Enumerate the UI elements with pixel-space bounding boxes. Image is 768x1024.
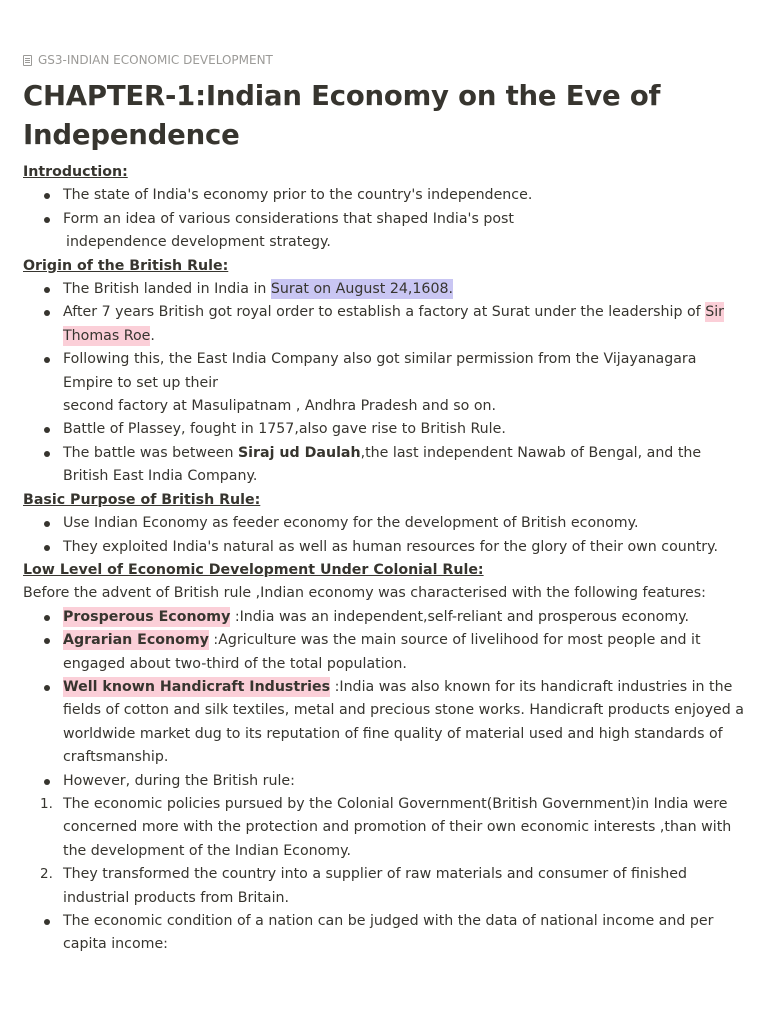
list-item — [23, 606, 744, 629]
closing-list — [23, 910, 744, 957]
list-item-text: Following this, the East India Company also got similar permission from the Vijayanagara Empire to set up their — [63, 351, 697, 391]
list-item-text: The state of India's economy prior to the country's independence. — [63, 187, 533, 204]
list-item — [23, 512, 744, 535]
list-item-continuation: independence development strategy. — [66, 234, 331, 251]
highlight-prosperous-economy: Prosperous Economy — [63, 608, 231, 625]
list-item-text: :India was also known for its handicraft industries in the fields of cotton and silk textiles, metal and precious stone works. Handicraft products enjoyed a worldwide market dug to its reputation of fine quality of material used and high standards of craftsmanship. — [63, 678, 744, 766]
list-item — [23, 418, 744, 441]
numbered-item — [23, 793, 744, 863]
item-number: 1. — [40, 795, 53, 812]
breadcrumb[interactable] — [23, 52, 744, 68]
list-item — [23, 676, 744, 770]
list-item-text: After 7 years British got royal order to establish a factory at Surat under the leadership of — [63, 304, 706, 321]
highlight-thomas-roe: Sir Thomas Roe — [63, 304, 724, 344]
features-list — [23, 606, 744, 793]
page-title: CHAPTER-1:Indian Economy on the Eve of Independence — [23, 80, 661, 151]
british-rule-numbered-list — [23, 793, 744, 910]
low-level-intro: Before the advent of British rule ,Indian economy was characterised with the following features: — [23, 585, 706, 602]
list-item — [23, 629, 744, 676]
bold-siraj-ud-daulah: Siraj ud Daulah — [237, 444, 361, 461]
section-heading-purpose: Basic Purpose of British Rule: — [23, 491, 261, 508]
list-item-text: The British landed in India in — [63, 281, 271, 298]
list-item-continuation: second factory at Masulipatnam , Andhra Pradesh and so on. — [63, 398, 497, 415]
intro-list — [23, 184, 744, 254]
list-item-text: The economic policies pursued by the Colonial Government(British Government)in India were concerned more with the protection and promotion of their own economic interests ,than with the development of the Indian Economy. — [63, 795, 732, 859]
list-item-text: ,the last independent Nawab of Bengal, and the British East India Company. — [63, 444, 702, 485]
origin-list — [23, 278, 744, 489]
item-number: 2. — [40, 866, 53, 883]
purpose-list — [23, 512, 744, 559]
list-item — [23, 301, 744, 348]
list-item-text: Use Indian Economy as feeder economy for the development of British economy. — [63, 515, 639, 532]
list-item-text: :India was an independent,self-reliant and prosperous economy. — [230, 608, 690, 625]
highlight-handicraft-industries: Well known Handicraft Industries — [63, 678, 331, 695]
list-item — [23, 348, 744, 418]
page-body — [23, 161, 744, 957]
list-item — [23, 536, 744, 559]
list-item — [23, 208, 744, 255]
numbered-item — [23, 863, 744, 910]
list-item — [23, 910, 744, 957]
list-item-text: However, during the British rule: — [63, 772, 295, 789]
list-item — [23, 770, 744, 793]
list-item-text: The economic condition of a nation can be judged with the data of national income and per capita income: — [63, 913, 714, 953]
list-item — [23, 278, 744, 301]
list-item-text: Form an idea of various considerations that shaped India's post — [63, 210, 514, 227]
page-icon — [23, 55, 32, 66]
list-item-text: They transformed the country into a supplier of raw materials and consumer of finished industrial products from Britain. — [63, 866, 687, 906]
list-item-text: They exploited India's natural as well as human resources for the glory of their own country. — [63, 538, 719, 555]
list-item — [23, 442, 744, 489]
section-heading-introduction: Introduction: — [23, 164, 128, 180]
highlight-agrarian-economy: Agrarian Economy — [63, 632, 209, 649]
list-item — [23, 184, 744, 207]
list-item-text: Battle of Plassey, fought in 1757,also gave rise to British Rule. — [63, 421, 506, 438]
breadcrumb-label: GS3-INDIAN ECONOMIC DEVELOPMENT — [38, 53, 273, 67]
list-item-text: :Agriculture was the main source of livelihood for most people and it engaged about two-third of the total population. — [63, 632, 701, 672]
list-item-text: The battle was between — [63, 444, 238, 461]
section-heading-origin: Origin of the British Rule: — [23, 257, 229, 274]
list-item-text: . — [150, 327, 155, 344]
highlight-surat-date: Surat on August 24,1608. — [270, 281, 454, 298]
section-heading-low-level: Low Level of Economic Development Under Colonial Rule: — [23, 561, 484, 578]
